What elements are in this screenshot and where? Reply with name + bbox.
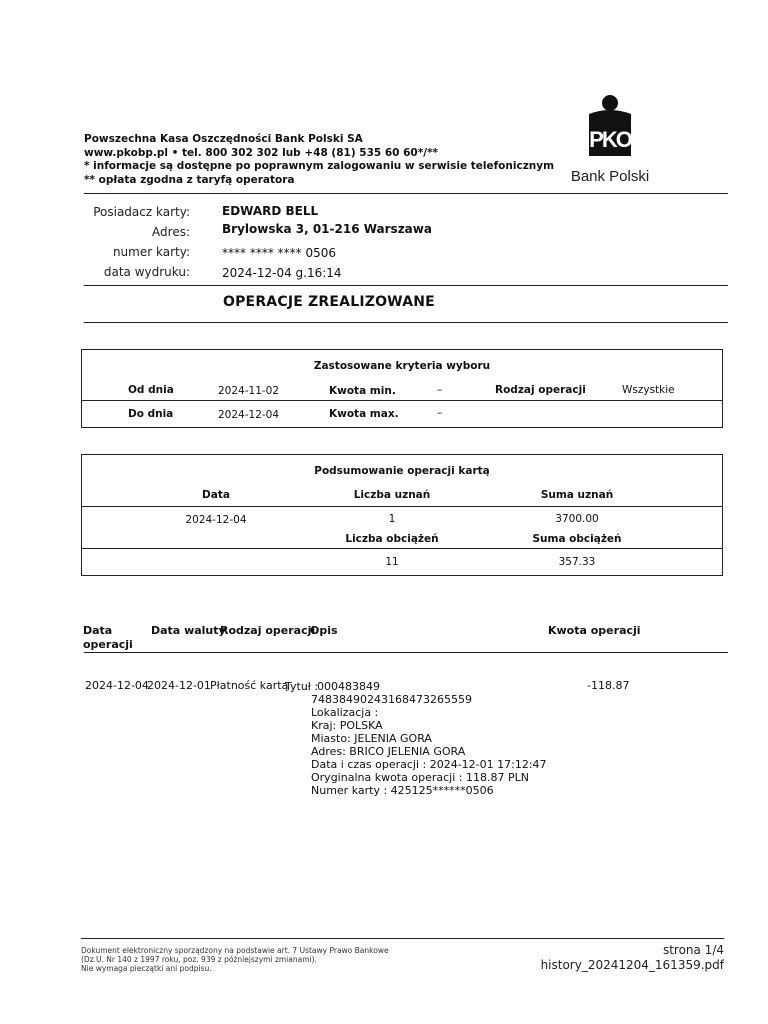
row-description — [317, 680, 380, 693]
col-op-date-line1: Data — [83, 624, 113, 637]
from-value: 2024-11-02 — [218, 385, 280, 397]
to-label: Do dnia — [128, 408, 174, 420]
footer-right — [541, 943, 724, 973]
file-name: history_20241204_161359.pdf — [540, 958, 724, 972]
summary-divider — [82, 506, 722, 507]
debits-count-header: Liczba obciążeń — [345, 533, 439, 545]
col-type: Rodzaj operacji — [220, 624, 316, 637]
footer-note-line1: Dokument elektroniczny sporządzony na podstawie art. 7 Ustawy Prawo Bankowe — [81, 946, 389, 955]
max-value: – — [437, 407, 443, 419]
table-header-divider — [84, 652, 728, 653]
criteria-box — [81, 349, 723, 428]
pko-logo — [568, 94, 652, 185]
desc-line: Numer karty : 425125******0506 — [311, 784, 494, 797]
type-value: Wszystkie — [622, 384, 675, 396]
type-label: Rodzaj operacji — [495, 384, 586, 396]
col-op-date — [83, 624, 133, 652]
holder-value: EDWARD BELL — [222, 204, 319, 218]
footer-note-line3: Nie wymaga pieczątki ani podpisu. — [81, 964, 212, 973]
address-label: Adres: — [152, 225, 190, 239]
footer-note-line2: (Dz.U. Nr 140 z 1997 roku, poz. 939 z późniejszymi zmianami). — [81, 955, 317, 964]
to-value: 2024-12-04 — [218, 409, 280, 421]
col-value-date: Data waluty — [151, 624, 226, 637]
desc-line: 74838490243168473265559 — [311, 693, 472, 706]
print-date-value: 2024-12-04 g.16:14 — [222, 266, 342, 280]
divider — [84, 285, 728, 286]
print-date-label: data wydruku: — [103, 265, 190, 279]
bank-name: Powszechna Kasa Oszczędności Bank Polski SA — [84, 133, 363, 145]
summary-date-header: Data — [202, 489, 230, 501]
piggy-bank-logo-icon — [585, 94, 635, 162]
row-description-rest — [311, 693, 547, 797]
min-label: Kwota min. — [329, 385, 396, 397]
divider — [84, 193, 728, 194]
footer-divider — [81, 938, 724, 939]
summary-box — [81, 454, 723, 576]
min-value: – — [437, 384, 443, 396]
debits-sum: 357.33 — [558, 556, 596, 568]
row-op-date: 2024-12-04 — [85, 679, 149, 692]
desc-line: Kraj: POLSKA — [311, 719, 383, 732]
card-label: numer karty: — [112, 245, 190, 259]
from-label: Od dnia — [128, 384, 174, 396]
criteria-title: Zastosowane kryteria wyboru — [313, 360, 491, 372]
logo-text: Bank Polski — [570, 168, 650, 185]
row-amount: -118.87 — [587, 679, 630, 692]
summary-title: Podsumowanie operacji kartą — [314, 465, 490, 477]
credits-count-header: Liczba uznań — [353, 489, 431, 501]
bank-note-2: ** opłata zgodna z taryfą operatora — [84, 173, 295, 186]
desc-line: Adres: BRICO JELENIA GORA — [311, 745, 466, 758]
debits-sum-header: Suma obciążeń — [532, 533, 622, 545]
col-amount: Kwota operacji — [548, 624, 641, 637]
credits-sum: 3700.00 — [555, 513, 599, 525]
bank-contact: www.pkobp.pl • tel. 800 302 302 lub +48 (81) 535 60 60*/** — [84, 146, 439, 159]
desc-line: 000483849 — [317, 680, 380, 693]
col-op-date-line2: operacji — [83, 638, 133, 651]
criteria-divider — [82, 400, 722, 401]
summary-date: 2024-12-04 — [185, 514, 247, 526]
desc-line: Miasto: JELENIA GORA — [311, 732, 432, 745]
footer-note — [81, 946, 389, 973]
holder-label: Posiadacz karty: — [93, 205, 190, 219]
desc-line: Data i czas operacji : 2024-12-01 17:12:47 — [311, 758, 547, 771]
max-label: Kwota max. — [329, 408, 399, 420]
row-type: Płatność kartą — [210, 679, 289, 692]
credits-sum-header: Suma uznań — [540, 489, 614, 501]
debits-count: 11 — [385, 556, 399, 568]
col-desc: Opis — [310, 624, 338, 637]
row-value-date: 2024-12-01 — [147, 679, 211, 692]
desc-line: Oryginalna kwota operacji : 118.87 PLN — [311, 771, 529, 784]
summary-divider — [82, 548, 722, 549]
row-title-label: Tytuł : — [285, 680, 319, 693]
bank-info — [84, 133, 554, 187]
page-number: strona 1/4 — [662, 943, 724, 957]
desc-line: Lokalizacja : — [311, 706, 379, 719]
bank-note-1: * informacje są dostępne po poprawnym zalogowaniu w serwisie telefonicznym — [84, 160, 555, 172]
section-title: OPERACJE ZREALIZOWANE — [223, 294, 435, 310]
card-value: **** **** **** 0506 — [222, 246, 336, 260]
address-value: Brylowska 3, 01-216 Warszawa — [222, 222, 432, 236]
divider — [84, 322, 728, 323]
credits-count: 1 — [388, 513, 396, 525]
svg-text:PKO: PKO — [589, 127, 631, 152]
